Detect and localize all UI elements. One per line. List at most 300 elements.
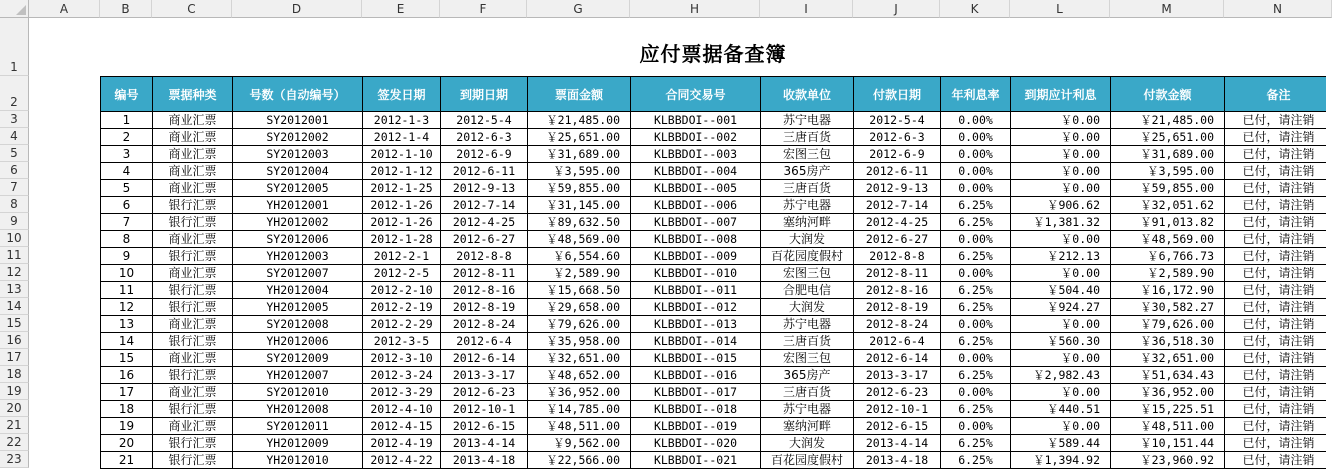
table-cell[interactable]: 2012-6-4 bbox=[441, 333, 528, 350]
table-cell[interactable]: 2012-3-29 bbox=[363, 384, 441, 401]
table-cell[interactable]: ￥31,145.00 bbox=[528, 197, 631, 214]
table-cell[interactable]: 三唐百货 bbox=[761, 180, 854, 197]
table-cell[interactable]: 已付，请注销 bbox=[1225, 129, 1332, 146]
table-cell[interactable]: 2012-1-12 bbox=[363, 163, 441, 180]
table-cell[interactable]: 0.00% bbox=[941, 350, 1011, 367]
table-cell[interactable]: 0.00% bbox=[941, 265, 1011, 282]
table-cell[interactable]: ￥21,485.00 bbox=[1111, 112, 1225, 129]
row-header-6[interactable]: 6 bbox=[0, 162, 29, 179]
table-cell[interactable]: ￥14,785.00 bbox=[528, 401, 631, 418]
table-cell[interactable]: 8 bbox=[101, 231, 153, 248]
table-cell[interactable]: 银行汇票 bbox=[153, 401, 233, 418]
table-cell[interactable]: 已付，请注销 bbox=[1225, 146, 1332, 163]
table-cell[interactable]: ￥48,569.00 bbox=[528, 231, 631, 248]
table-cell[interactable]: KLBBDOI--001 bbox=[631, 112, 761, 129]
table-cell[interactable]: 商业汇票 bbox=[153, 384, 233, 401]
table-cell[interactable]: 已付，请注销 bbox=[1225, 248, 1332, 265]
table-cell[interactable]: 三唐百货 bbox=[761, 384, 854, 401]
table-cell[interactable]: ￥15,668.50 bbox=[528, 282, 631, 299]
row-header-11[interactable]: 11 bbox=[0, 247, 29, 264]
table-cell[interactable]: 2012-6-3 bbox=[441, 129, 528, 146]
table-cell[interactable]: YH2012008 bbox=[233, 401, 363, 418]
table-cell[interactable]: ￥25,651.00 bbox=[528, 129, 631, 146]
row-header-9[interactable]: 9 bbox=[0, 213, 29, 230]
row-header-15[interactable]: 15 bbox=[0, 315, 29, 332]
column-title[interactable]: 付款金额 bbox=[1111, 77, 1225, 112]
table-cell[interactable]: 6.25% bbox=[941, 248, 1011, 265]
table-cell[interactable]: 2012-8-16 bbox=[441, 282, 528, 299]
table-cell[interactable]: 银行汇票 bbox=[153, 214, 233, 231]
table-cell[interactable]: YH2012001 bbox=[233, 197, 363, 214]
table-cell[interactable]: 三唐百货 bbox=[761, 129, 854, 146]
table-cell[interactable]: SY2012001 bbox=[233, 112, 363, 129]
table-cell[interactable]: 2012-1-4 bbox=[363, 129, 441, 146]
table-cell[interactable]: 百花园度假村 bbox=[761, 248, 854, 265]
table-cell[interactable]: 0.00% bbox=[941, 231, 1011, 248]
table-cell[interactable]: KLBBDOI--004 bbox=[631, 163, 761, 180]
table-cell[interactable]: ￥30,582.27 bbox=[1111, 299, 1225, 316]
table-cell[interactable]: ￥31,689.00 bbox=[1111, 146, 1225, 163]
table-cell[interactable]: 已付，请注销 bbox=[1225, 197, 1332, 214]
table-cell[interactable]: YH2012004 bbox=[233, 282, 363, 299]
table-cell[interactable]: 2013-4-14 bbox=[441, 435, 528, 452]
table-cell[interactable]: ￥59,855.00 bbox=[528, 180, 631, 197]
table-cell[interactable]: 16 bbox=[101, 367, 153, 384]
table-cell[interactable]: ￥0.00 bbox=[1011, 384, 1111, 401]
table-cell[interactable]: 2012-6-9 bbox=[441, 146, 528, 163]
table-cell[interactable]: ￥0.00 bbox=[1011, 231, 1111, 248]
column-title[interactable]: 到期应计利息 bbox=[1011, 77, 1111, 112]
table-cell[interactable]: 2012-6-23 bbox=[854, 384, 941, 401]
table-cell[interactable]: 商业汇票 bbox=[153, 180, 233, 197]
table-cell[interactable]: KLBBDOI--008 bbox=[631, 231, 761, 248]
table-cell[interactable]: SY2012010 bbox=[233, 384, 363, 401]
table-cell[interactable]: 2013-3-17 bbox=[854, 367, 941, 384]
table-cell[interactable]: SY2012005 bbox=[233, 180, 363, 197]
table-cell[interactable]: ￥0.00 bbox=[1011, 163, 1111, 180]
table-cell[interactable]: ￥0.00 bbox=[1011, 350, 1111, 367]
table-cell[interactable]: 塞纳河畔 bbox=[761, 418, 854, 435]
table-cell[interactable]: YH2012003 bbox=[233, 248, 363, 265]
table-cell[interactable]: 6.25% bbox=[941, 197, 1011, 214]
table-cell[interactable]: 19 bbox=[101, 418, 153, 435]
table-cell[interactable]: ￥3,595.00 bbox=[1111, 163, 1225, 180]
row-header-22[interactable]: 22 bbox=[0, 434, 29, 451]
table-cell[interactable]: ￥36,952.00 bbox=[528, 384, 631, 401]
table-cell[interactable]: ￥32,651.00 bbox=[528, 350, 631, 367]
table-cell[interactable]: 银行汇票 bbox=[153, 452, 233, 469]
table-cell[interactable]: 11 bbox=[101, 282, 153, 299]
table-cell[interactable]: SY2012007 bbox=[233, 265, 363, 282]
table-cell[interactable]: ￥9,562.00 bbox=[528, 435, 631, 452]
column-header-n[interactable]: N bbox=[1224, 0, 1332, 18]
table-cell[interactable]: 2012-9-13 bbox=[441, 180, 528, 197]
row-header-16[interactable]: 16 bbox=[0, 332, 29, 349]
column-header-k[interactable]: K bbox=[940, 0, 1010, 18]
table-cell[interactable]: ￥212.13 bbox=[1011, 248, 1111, 265]
row-header-8[interactable]: 8 bbox=[0, 196, 29, 213]
table-cell[interactable]: ￥560.30 bbox=[1011, 333, 1111, 350]
table-cell[interactable]: 商业汇票 bbox=[153, 146, 233, 163]
table-cell[interactable]: 0.00% bbox=[941, 112, 1011, 129]
table-cell[interactable]: ￥1,394.92 bbox=[1011, 452, 1111, 469]
table-cell[interactable]: 已付，请注销 bbox=[1225, 418, 1332, 435]
table-cell[interactable]: 2012-4-19 bbox=[363, 435, 441, 452]
table-cell[interactable]: 2012-4-25 bbox=[854, 214, 941, 231]
table-cell[interactable]: ￥3,595.00 bbox=[528, 163, 631, 180]
table-cell[interactable]: 百花园度假村 bbox=[761, 452, 854, 469]
table-cell[interactable]: ￥2,589.90 bbox=[528, 265, 631, 282]
column-title[interactable]: 付款日期 bbox=[854, 77, 941, 112]
table-cell[interactable]: KLBBDOI--009 bbox=[631, 248, 761, 265]
table-cell[interactable]: ￥31,689.00 bbox=[528, 146, 631, 163]
table-cell[interactable]: KLBBDOI--014 bbox=[631, 333, 761, 350]
sheet-title[interactable]: 应付票据备查簿 bbox=[639, 42, 787, 66]
table-cell[interactable]: 2012-6-4 bbox=[854, 333, 941, 350]
column-title[interactable]: 合同交易号 bbox=[631, 77, 761, 112]
column-header-a[interactable]: A bbox=[29, 0, 100, 18]
table-cell[interactable]: 2012-8-19 bbox=[441, 299, 528, 316]
table-cell[interactable]: 2012-8-8 bbox=[441, 248, 528, 265]
table-cell[interactable]: ￥0.00 bbox=[1011, 418, 1111, 435]
table-cell[interactable]: 2012-7-14 bbox=[441, 197, 528, 214]
table-cell[interactable]: 0.00% bbox=[941, 316, 1011, 333]
table-cell[interactable]: 2012-3-24 bbox=[363, 367, 441, 384]
table-cell[interactable]: 18 bbox=[101, 401, 153, 418]
table-cell[interactable]: 已付，请注销 bbox=[1225, 401, 1332, 418]
row-header-23[interactable]: 23 bbox=[0, 451, 29, 468]
table-cell[interactable]: YH2012002 bbox=[233, 214, 363, 231]
column-title[interactable]: 票面金额 bbox=[528, 77, 631, 112]
row-header-7[interactable]: 7 bbox=[0, 179, 29, 196]
table-cell[interactable]: 商业汇票 bbox=[153, 265, 233, 282]
table-cell[interactable]: KLBBDOI--006 bbox=[631, 197, 761, 214]
table-cell[interactable]: 6.25% bbox=[941, 214, 1011, 231]
table-cell[interactable]: ￥48,511.00 bbox=[528, 418, 631, 435]
table-cell[interactable]: YH2012005 bbox=[233, 299, 363, 316]
table-cell[interactable]: 已付，请注销 bbox=[1225, 163, 1332, 180]
table-cell[interactable]: 宏图三包 bbox=[761, 146, 854, 163]
table-cell[interactable]: 已付，请注销 bbox=[1225, 316, 1332, 333]
column-title[interactable]: 年利息率 bbox=[941, 77, 1011, 112]
table-cell[interactable]: 2012-2-29 bbox=[363, 316, 441, 333]
table-cell[interactable]: 已付，请注销 bbox=[1225, 367, 1332, 384]
table-cell[interactable]: 2013-3-17 bbox=[441, 367, 528, 384]
table-cell[interactable]: 0.00% bbox=[941, 418, 1011, 435]
table-cell[interactable]: ￥2,982.43 bbox=[1011, 367, 1111, 384]
column-header-m[interactable]: M bbox=[1110, 0, 1224, 18]
table-cell[interactable]: ￥1,381.32 bbox=[1011, 214, 1111, 231]
table-cell[interactable]: 已付，请注销 bbox=[1225, 452, 1332, 469]
table-cell[interactable]: 2 bbox=[101, 129, 153, 146]
select-all-corner[interactable] bbox=[0, 0, 29, 18]
table-cell[interactable]: 20 bbox=[101, 435, 153, 452]
table-cell[interactable]: ￥0.00 bbox=[1011, 316, 1111, 333]
table-cell[interactable]: 大润发 bbox=[761, 435, 854, 452]
table-cell[interactable]: 12 bbox=[101, 299, 153, 316]
table-cell[interactable]: 7 bbox=[101, 214, 153, 231]
table-cell[interactable]: 6.25% bbox=[941, 367, 1011, 384]
table-cell[interactable]: 商业汇票 bbox=[153, 129, 233, 146]
table-cell[interactable]: ￥89,632.50 bbox=[528, 214, 631, 231]
table-cell[interactable]: 2012-8-16 bbox=[854, 282, 941, 299]
table-cell[interactable]: 2012-4-10 bbox=[363, 401, 441, 418]
table-cell[interactable]: ￥0.00 bbox=[1011, 129, 1111, 146]
table-cell[interactable]: 2012-8-24 bbox=[854, 316, 941, 333]
table-cell[interactable]: KLBBDOI--019 bbox=[631, 418, 761, 435]
table-cell[interactable]: 已付，请注销 bbox=[1225, 180, 1332, 197]
table-cell[interactable]: 已付，请注销 bbox=[1225, 282, 1332, 299]
table-cell[interactable]: 15 bbox=[101, 350, 153, 367]
table-cell[interactable]: ￥15,225.51 bbox=[1111, 401, 1225, 418]
table-cell[interactable]: 宏图三包 bbox=[761, 350, 854, 367]
table-cell[interactable]: KLBBDOI--017 bbox=[631, 384, 761, 401]
table-cell[interactable]: 2012-6-9 bbox=[854, 146, 941, 163]
column-header-g[interactable]: G bbox=[527, 0, 630, 18]
table-cell[interactable]: 2012-9-13 bbox=[854, 180, 941, 197]
table-cell[interactable]: 已付，请注销 bbox=[1225, 350, 1332, 367]
table-cell[interactable]: 银行汇票 bbox=[153, 367, 233, 384]
table-cell[interactable]: 365房产 bbox=[761, 367, 854, 384]
table-cell[interactable]: 银行汇票 bbox=[153, 299, 233, 316]
table-cell[interactable]: SY2012009 bbox=[233, 350, 363, 367]
table-cell[interactable]: ￥0.00 bbox=[1011, 180, 1111, 197]
table-cell[interactable]: 2012-5-4 bbox=[854, 112, 941, 129]
table-cell[interactable]: 银行汇票 bbox=[153, 197, 233, 214]
row-header-13[interactable]: 13 bbox=[0, 281, 29, 298]
table-cell[interactable]: 2012-8-8 bbox=[854, 248, 941, 265]
column-title[interactable]: 到期日期 bbox=[441, 77, 528, 112]
table-cell[interactable]: ￥924.27 bbox=[1011, 299, 1111, 316]
table-cell[interactable]: 2012-6-11 bbox=[854, 163, 941, 180]
table-cell[interactable]: ￥906.62 bbox=[1011, 197, 1111, 214]
table-cell[interactable]: 4 bbox=[101, 163, 153, 180]
table-cell[interactable]: 商业汇票 bbox=[153, 350, 233, 367]
column-header-l[interactable]: L bbox=[1010, 0, 1110, 18]
table-cell[interactable]: SY2012006 bbox=[233, 231, 363, 248]
table-cell[interactable]: 已付，请注销 bbox=[1225, 231, 1332, 248]
table-cell[interactable]: ￥48,652.00 bbox=[528, 367, 631, 384]
table-cell[interactable]: 商业汇票 bbox=[153, 163, 233, 180]
table-cell[interactable]: 2012-8-11 bbox=[441, 265, 528, 282]
column-title[interactable]: 号数（自动编号） bbox=[233, 77, 363, 112]
table-cell[interactable]: ￥440.51 bbox=[1011, 401, 1111, 418]
table-cell[interactable]: ￥36,518.30 bbox=[1111, 333, 1225, 350]
table-cell[interactable]: ￥35,958.00 bbox=[528, 333, 631, 350]
table-cell[interactable]: ￥32,051.62 bbox=[1111, 197, 1225, 214]
table-cell[interactable]: KLBBDOI--021 bbox=[631, 452, 761, 469]
table-cell[interactable]: ￥589.44 bbox=[1011, 435, 1111, 452]
row-header-20[interactable]: 20 bbox=[0, 400, 29, 417]
table-cell[interactable]: KLBBDOI--010 bbox=[631, 265, 761, 282]
row-header-18[interactable]: 18 bbox=[0, 366, 29, 383]
table-cell[interactable]: 2012-6-27 bbox=[854, 231, 941, 248]
table-cell[interactable]: 2012-6-15 bbox=[441, 418, 528, 435]
column-title[interactable]: 签发日期 bbox=[363, 77, 441, 112]
row-header-14[interactable]: 14 bbox=[0, 298, 29, 315]
table-cell[interactable]: ￥504.40 bbox=[1011, 282, 1111, 299]
table-cell[interactable]: 2012-8-11 bbox=[854, 265, 941, 282]
table-cell[interactable]: 2012-1-28 bbox=[363, 231, 441, 248]
table-cell[interactable]: 2013-4-18 bbox=[441, 452, 528, 469]
table-cell[interactable]: 6.25% bbox=[941, 299, 1011, 316]
table-cell[interactable]: 2012-2-1 bbox=[363, 248, 441, 265]
column-header-f[interactable]: F bbox=[440, 0, 527, 18]
table-cell[interactable]: SY2012003 bbox=[233, 146, 363, 163]
row-header-21[interactable]: 21 bbox=[0, 417, 29, 434]
column-title[interactable]: 收款单位 bbox=[761, 77, 854, 112]
table-cell[interactable]: 银行汇票 bbox=[153, 248, 233, 265]
table-cell[interactable]: 已付，请注销 bbox=[1225, 435, 1332, 452]
table-cell[interactable]: 苏宁电器 bbox=[761, 112, 854, 129]
table-cell[interactable]: 2012-2-10 bbox=[363, 282, 441, 299]
table-cell[interactable]: KLBBDOI--011 bbox=[631, 282, 761, 299]
table-cell[interactable]: 2012-2-5 bbox=[363, 265, 441, 282]
table-cell[interactable]: 商业汇票 bbox=[153, 316, 233, 333]
row-header-17[interactable]: 17 bbox=[0, 349, 29, 366]
table-cell[interactable]: ￥0.00 bbox=[1011, 265, 1111, 282]
table-cell[interactable]: ￥23,960.92 bbox=[1111, 452, 1225, 469]
table-cell[interactable]: 2012-1-26 bbox=[363, 197, 441, 214]
table-cell[interactable]: 6.25% bbox=[941, 282, 1011, 299]
table-cell[interactable]: 大润发 bbox=[761, 231, 854, 248]
table-cell[interactable]: 6.25% bbox=[941, 333, 1011, 350]
table-cell[interactable]: 2012-6-11 bbox=[441, 163, 528, 180]
table-cell[interactable]: 2012-6-14 bbox=[854, 350, 941, 367]
table-cell[interactable]: 已付，请注销 bbox=[1225, 265, 1332, 282]
table-cell[interactable]: SY2012002 bbox=[233, 129, 363, 146]
table-cell[interactable]: 大润发 bbox=[761, 299, 854, 316]
table-cell[interactable]: SY2012004 bbox=[233, 163, 363, 180]
table-cell[interactable]: 365房产 bbox=[761, 163, 854, 180]
table-cell[interactable]: ￥59,855.00 bbox=[1111, 180, 1225, 197]
column-title[interactable]: 编号 bbox=[101, 77, 153, 112]
table-cell[interactable]: 0.00% bbox=[941, 180, 1011, 197]
table-cell[interactable]: 2012-10-1 bbox=[441, 401, 528, 418]
table-cell[interactable]: ￥16,172.90 bbox=[1111, 282, 1225, 299]
table-cell[interactable]: 2012-7-14 bbox=[854, 197, 941, 214]
table-cell[interactable]: YH2012009 bbox=[233, 435, 363, 452]
table-cell[interactable]: KLBBDOI--002 bbox=[631, 129, 761, 146]
table-cell[interactable]: 商业汇票 bbox=[153, 112, 233, 129]
table-cell[interactable]: 2012-4-22 bbox=[363, 452, 441, 469]
table-cell[interactable]: 2012-10-1 bbox=[854, 401, 941, 418]
table-cell[interactable]: 2012-1-3 bbox=[363, 112, 441, 129]
table-cell[interactable]: 9 bbox=[101, 248, 153, 265]
row-header-10[interactable]: 10 bbox=[0, 230, 29, 247]
table-cell[interactable]: ￥51,634.43 bbox=[1111, 367, 1225, 384]
table-cell[interactable]: ￥0.00 bbox=[1011, 112, 1111, 129]
table-cell[interactable]: 2012-4-15 bbox=[363, 418, 441, 435]
table-cell[interactable]: ￥0.00 bbox=[1011, 146, 1111, 163]
table-cell[interactable]: 0.00% bbox=[941, 163, 1011, 180]
table-cell[interactable]: KLBBDOI--015 bbox=[631, 350, 761, 367]
table-cell[interactable]: 银行汇票 bbox=[153, 282, 233, 299]
table-cell[interactable]: 塞纳河畔 bbox=[761, 214, 854, 231]
table-cell[interactable]: 已付，请注销 bbox=[1225, 214, 1332, 231]
table-cell[interactable]: 已付，请注销 bbox=[1225, 384, 1332, 401]
table-cell[interactable]: 2012-3-5 bbox=[363, 333, 441, 350]
table-cell[interactable]: 苏宁电器 bbox=[761, 197, 854, 214]
table-cell[interactable]: KLBBDOI--005 bbox=[631, 180, 761, 197]
table-cell[interactable]: 0.00% bbox=[941, 146, 1011, 163]
table-cell[interactable]: 2012-8-24 bbox=[441, 316, 528, 333]
table-cell[interactable]: KLBBDOI--013 bbox=[631, 316, 761, 333]
table-cell[interactable]: 2012-8-19 bbox=[854, 299, 941, 316]
table-cell[interactable]: 2012-1-26 bbox=[363, 214, 441, 231]
table-cell[interactable]: ￥6,766.73 bbox=[1111, 248, 1225, 265]
table-cell[interactable]: ￥79,626.00 bbox=[1111, 316, 1225, 333]
column-header-c[interactable]: C bbox=[152, 0, 232, 18]
table-cell[interactable]: 2012-6-3 bbox=[854, 129, 941, 146]
column-title[interactable]: 备注 bbox=[1225, 77, 1332, 112]
table-cell[interactable]: ￥48,511.00 bbox=[1111, 418, 1225, 435]
table-cell[interactable]: 21 bbox=[101, 452, 153, 469]
column-header-j[interactable]: J bbox=[853, 0, 940, 18]
row-header-4[interactable]: 4 bbox=[0, 128, 29, 145]
table-cell[interactable]: 6.25% bbox=[941, 401, 1011, 418]
column-header-b[interactable]: B bbox=[100, 0, 152, 18]
table-cell[interactable]: 3 bbox=[101, 146, 153, 163]
table-cell[interactable]: YH2012010 bbox=[233, 452, 363, 469]
table-cell[interactable]: 2012-2-19 bbox=[363, 299, 441, 316]
table-cell[interactable]: ￥79,626.00 bbox=[528, 316, 631, 333]
table-cell[interactable]: KLBBDOI--007 bbox=[631, 214, 761, 231]
column-header-i[interactable]: I bbox=[760, 0, 853, 18]
row-header-2[interactable]: 2 bbox=[0, 76, 29, 111]
table-cell[interactable]: 5 bbox=[101, 180, 153, 197]
table-cell[interactable]: 13 bbox=[101, 316, 153, 333]
table-cell[interactable]: ￥32,651.00 bbox=[1111, 350, 1225, 367]
table-cell[interactable]: SY2012011 bbox=[233, 418, 363, 435]
table-cell[interactable]: ￥6,554.60 bbox=[528, 248, 631, 265]
table-cell[interactable]: 6 bbox=[101, 197, 153, 214]
table-cell[interactable]: 2012-4-25 bbox=[441, 214, 528, 231]
row-header-1[interactable]: 1 bbox=[0, 18, 29, 76]
row-header-5[interactable]: 5 bbox=[0, 145, 29, 162]
table-cell[interactable]: 1 bbox=[101, 112, 153, 129]
table-cell[interactable]: 已付，请注销 bbox=[1225, 112, 1332, 129]
table-cell[interactable]: ￥29,658.00 bbox=[528, 299, 631, 316]
row-header-12[interactable]: 12 bbox=[0, 264, 29, 281]
table-cell[interactable]: 已付，请注销 bbox=[1225, 299, 1332, 316]
table-cell[interactable]: 2012-3-10 bbox=[363, 350, 441, 367]
table-cell[interactable]: ￥2,589.90 bbox=[1111, 265, 1225, 282]
table-cell[interactable]: SY2012008 bbox=[233, 316, 363, 333]
table-cell[interactable]: 2012-1-10 bbox=[363, 146, 441, 163]
table-cell[interactable]: 10 bbox=[101, 265, 153, 282]
table-cell[interactable]: 17 bbox=[101, 384, 153, 401]
table-cell[interactable]: 宏图三包 bbox=[761, 265, 854, 282]
table-cell[interactable]: 苏宁电器 bbox=[761, 316, 854, 333]
table-cell[interactable]: KLBBDOI--020 bbox=[631, 435, 761, 452]
table-cell[interactable]: 银行汇票 bbox=[153, 435, 233, 452]
table-cell[interactable]: KLBBDOI--018 bbox=[631, 401, 761, 418]
table-cell[interactable]: ￥36,952.00 bbox=[1111, 384, 1225, 401]
table-cell[interactable]: KLBBDOI--016 bbox=[631, 367, 761, 384]
table-cell[interactable]: 银行汇票 bbox=[153, 333, 233, 350]
table-cell[interactable]: 2013-4-14 bbox=[854, 435, 941, 452]
table-cell[interactable]: YH2012006 bbox=[233, 333, 363, 350]
table-cell[interactable]: 0.00% bbox=[941, 129, 1011, 146]
table-cell[interactable]: 0.00% bbox=[941, 384, 1011, 401]
table-cell[interactable]: ￥91,013.82 bbox=[1111, 214, 1225, 231]
table-cell[interactable]: 2012-6-27 bbox=[441, 231, 528, 248]
table-cell[interactable]: 6.25% bbox=[941, 452, 1011, 469]
column-header-e[interactable]: E bbox=[362, 0, 440, 18]
column-header-h[interactable]: H bbox=[630, 0, 760, 18]
table-cell[interactable]: 苏宁电器 bbox=[761, 401, 854, 418]
